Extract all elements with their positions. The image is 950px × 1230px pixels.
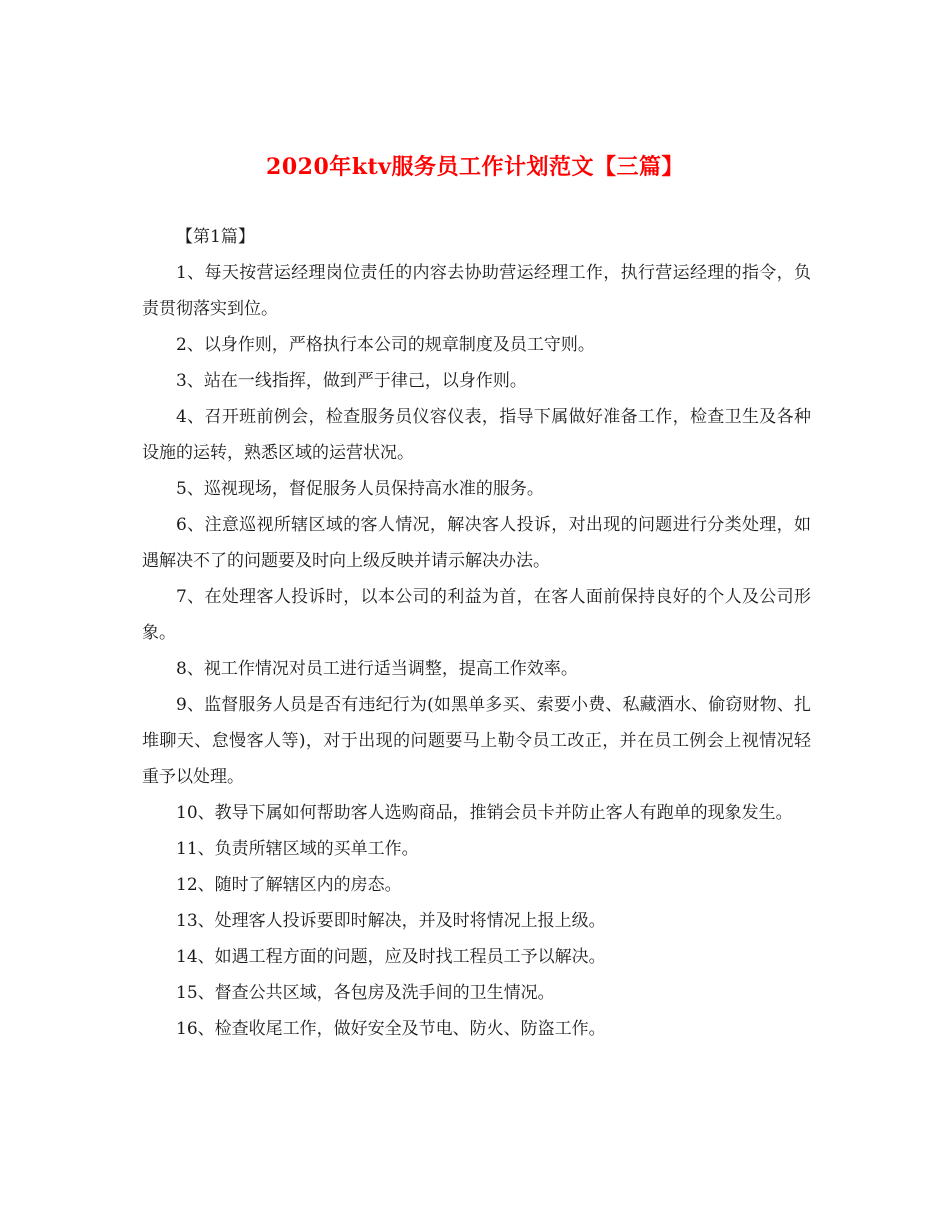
paragraph: 8、视工作情况对员工进行适当调整，提高工作效率。 (176, 659, 578, 679)
paragraph: 1、每天按营运经理岗位责任的内容去协助营运经理工作，执行营运经理的指令，负责贯彻落实到位。 (142, 263, 811, 319)
paragraph: 4、召开班前例会，检查服务员仪容仪表，指导下属做好准备工作，检查卫生及各种设施的运转，熟悉区域的运营状况。 (142, 407, 811, 463)
paragraph: 10、教导下属如何帮助客人选购商品，推销会员卡并防止客人有跑单的现象发生。 (176, 803, 793, 823)
paragraph: 5、巡视现场，督促服务人员保持高水准的服务。 (176, 479, 544, 499)
paragraph: 16、检查收尾工作，做好安全及节电、防火、防盗工作。 (176, 1019, 606, 1039)
paragraph: 12、随时了解辖区内的房态。 (176, 875, 402, 895)
document-title: 2020年ktv服务员工作计划范文【三篇】 (266, 153, 684, 180)
paragraph: 9、监督服务人员是否有违纪行为(如黑单多买、索要小费、私藏酒水、偷窃财物、扎堆聊天、怠慢客人等)，对于出现的问题要马上勒令员工改正，并在员工例会上视情况轻重予以处理。 (142, 695, 811, 787)
document-body (142, 219, 811, 1047)
paragraph: 13、处理客人投诉要即时解决，并及时将情况上报上级。 (176, 911, 606, 931)
paragraph: 2、以身作则，严格执行本公司的规章制度及员工守则。 (176, 335, 595, 355)
paragraph: 11、负责所辖区域的买单工作。 (176, 839, 419, 859)
paragraph: 14、如遇工程方面的问题，应及时找工程员工予以解决。 (176, 947, 606, 967)
paragraph: 15、督查公共区域，各包房及洗手间的卫生情况。 (176, 983, 555, 1003)
paragraph: 7、在处理客人投诉时，以本公司的利益为首，在客人面前保持良好的个人及公司形象。 (142, 587, 811, 643)
paragraph: 3、站在一线指挥，做到严于律己，以身作则。 (176, 371, 527, 391)
section-heading: 【第1篇】 (176, 227, 255, 247)
paragraph: 6、注意巡视所辖区域的客人情况，解决客人投诉，对出现的问题进行分类处理，如遇解决不了的问题要及时向上级反映并请示解决办法。 (142, 515, 811, 571)
